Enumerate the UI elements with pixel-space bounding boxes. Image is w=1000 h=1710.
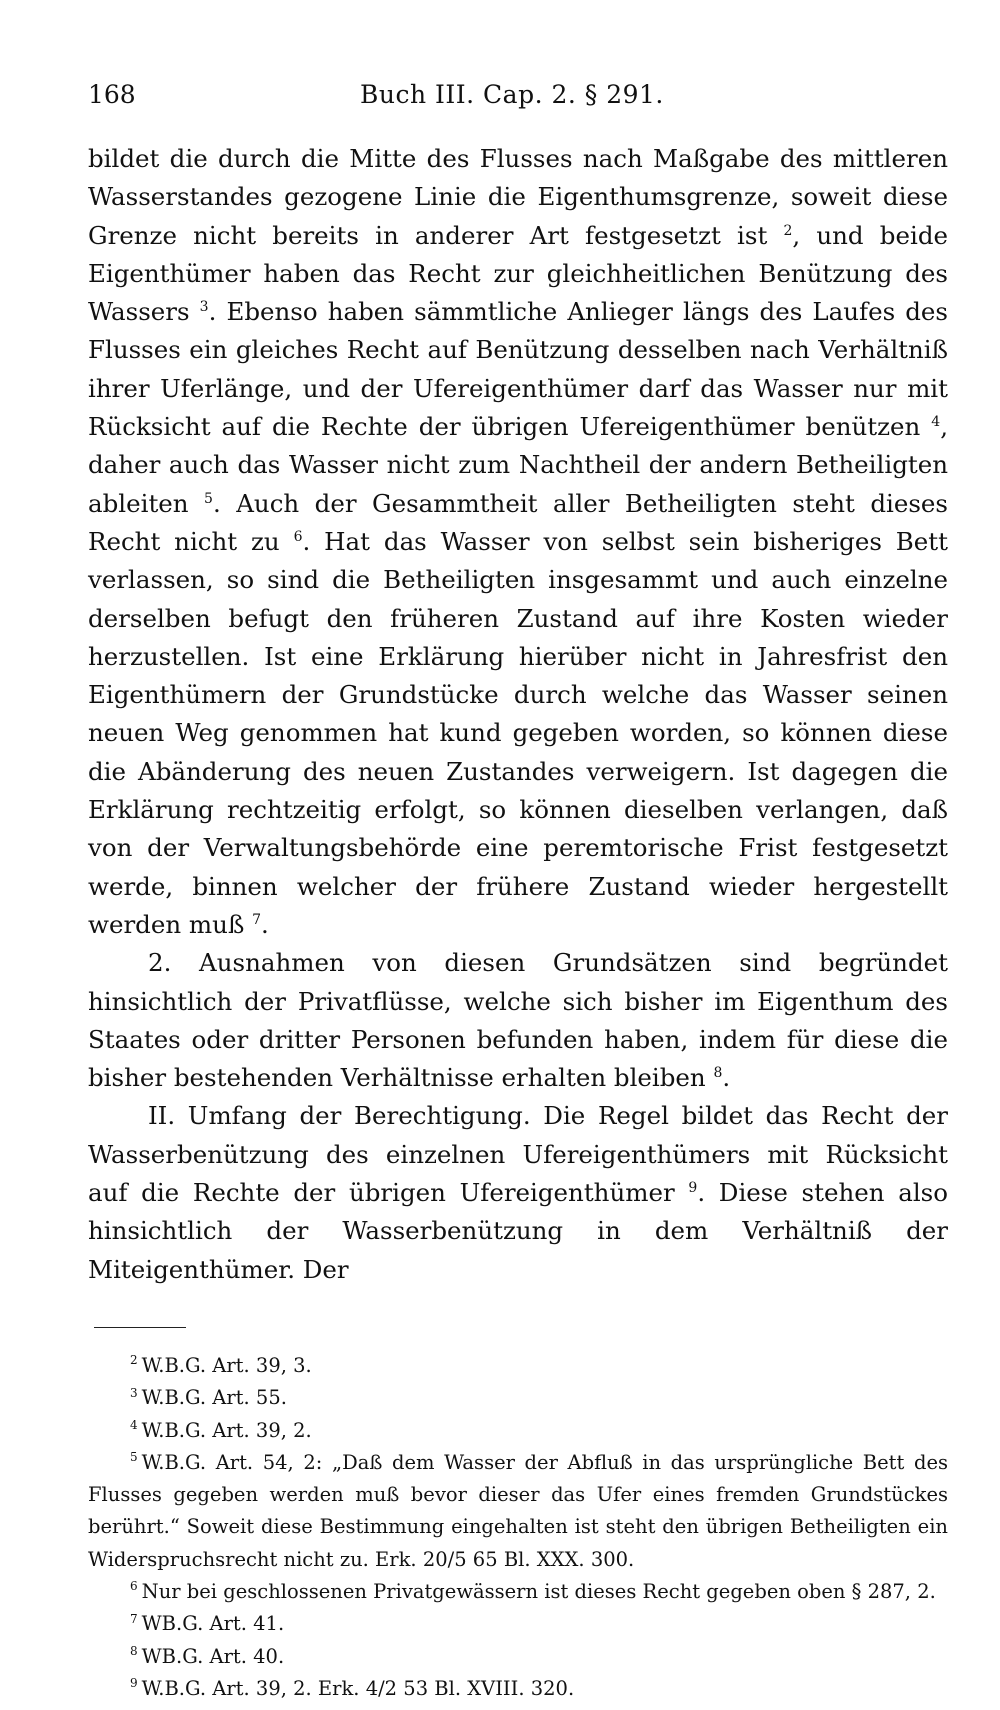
- footnote-reference[interactable]: 4: [931, 413, 941, 430]
- footnote-text: W.B.G. Art. 39, 2.: [141, 1418, 312, 1442]
- page-number: 168: [88, 80, 136, 109]
- footnote-text: WB.G. Art. 41.: [141, 1612, 285, 1636]
- footnote-text: W.B.G. Art. 55.: [141, 1386, 287, 1410]
- paragraph-text: bildet die durch die Mitte des Flusses nach Maßgabe des mittleren Wasserstandes gezogene Linie die Eigenthumsgrenze, soweit diese Grenze nicht bereits in anderer Art festgesetzt ist: [88, 144, 948, 250]
- footnote-reference[interactable]: 5: [204, 490, 213, 507]
- book-page: [88, 80, 948, 1705]
- footnote: [88, 1673, 948, 1705]
- paragraph-text: . Hat das Wasser von selbst sein bisheriges Bett verlassen, so sind die Betheiligten insgesammt und auch einzelne derselben befugt den früheren Zustand auf ihre Kosten wieder herzustellen. Ist eine Erklärung hierüber nicht in Jahresfrist den Eigenthümern der Grundstücke durch welche das Wasser seinen neuen Weg genommen hat kund gegeben worden, so können diese die Abänderung des neuen Zustandes verweigern. Ist dagegen die Erklärung rechtzeitig erfolgt, so können dieselben verlangen, daß von der Verwaltungsbehörde eine peremtorische Frist festgesetzt werde, binnen welcher der frühere Zustand wieder hergestellt werden muß: [88, 526, 948, 939]
- footnote: [88, 1415, 948, 1447]
- footnote-mark: 3: [130, 1385, 138, 1400]
- footnote: [88, 1641, 948, 1673]
- footnote-mark: 2: [130, 1353, 138, 1368]
- body-paragraph: [88, 944, 948, 1097]
- footnote-text: W.B.G. Art. 39, 3.: [141, 1353, 312, 1377]
- footnote-reference[interactable]: 9: [688, 1179, 698, 1196]
- footnote-text: Nur bei geschlossenen Privatgewässern ist dieses Recht gegeben oben § 287, 2.: [141, 1579, 936, 1603]
- footnote-text: WB.G. Art. 40.: [141, 1644, 285, 1668]
- footnote-text: W.B.G. Art. 39, 2. Erk. 4/2 53 Bl. XVIII. 320.: [141, 1676, 575, 1700]
- footnote-mark: 8: [130, 1644, 138, 1659]
- paragraph-text: . Diese stehen also hinsichtlich der Wasserbenützung in dem Verhältniß der Miteigenthümer. Der: [88, 1178, 948, 1284]
- footnote-text: W.B.G. Art. 54, 2: „Daß dem Wasser der Abfluß in das ursprüngliche Bett des Flusses gegeben werden muß bevor dieser das Ufer eines fremden Grundstückes berührt.“ Soweit diese Bestimmung eingehalten ist steht den übrigen Betheiligten ein Widerspruchsrecht nicht zu. Erk. 20/5 65 Bl. XXX. 300.: [88, 1450, 948, 1571]
- footnote-mark: 9: [130, 1676, 138, 1691]
- footnote-reference[interactable]: 2: [783, 222, 793, 239]
- paragraph-text: .: [261, 909, 269, 939]
- paragraph-text: II. Umfang der Berechtigung. Die Regel bildet das Recht der Wasserbenützung des einzelnen Ufereigenthümers mit Rücksicht auf die Rechte der übrigen Ufereigenthümer: [88, 1101, 948, 1208]
- footnote: [88, 1382, 948, 1414]
- footnote-mark: 7: [130, 1611, 138, 1626]
- footnote-reference[interactable]: 7: [252, 911, 262, 928]
- footnote-mark: 6: [130, 1579, 138, 1594]
- footnote-mark: 5: [130, 1450, 138, 1465]
- paragraph-text: , daher auch das Wasser nicht zum Nachtheil der andern Betheiligten ableiten: [88, 412, 948, 518]
- footnote-reference[interactable]: 3: [199, 299, 209, 316]
- footnote: [88, 1447, 948, 1576]
- footnote-reference[interactable]: 6: [293, 528, 303, 545]
- footnote-divider: [94, 1327, 186, 1328]
- footnote-mark: 4: [130, 1418, 138, 1432]
- footnote: [88, 1350, 948, 1382]
- body-paragraph: [88, 1097, 948, 1288]
- body-paragraph: [88, 140, 948, 944]
- footnotes: [88, 1350, 948, 1705]
- running-title: Buch III. Cap. 2. § 291.: [360, 80, 664, 109]
- running-head: [88, 80, 948, 140]
- footnote: [88, 1576, 948, 1608]
- paragraph-text: 2. Ausnahmen von diesen Grundsätzen sind begründet hinsichtlich der Privatflüsse, welche sich bisher im Eigenthum des Staates oder dritter Personen befunden haben, indem für diese die bisher bestehenden Verhältnisse erhalten bleiben: [88, 948, 948, 1093]
- footnote: [88, 1608, 948, 1640]
- footnote-reference[interactable]: 8: [713, 1064, 723, 1081]
- paragraph-text: , und beide Eigenthümer haben das Recht zur gleichheitlichen Benützung des Wassers: [88, 220, 948, 327]
- paragraph-text: . Auch der Gesammtheit aller Betheiligten steht dieses Recht nicht zu: [88, 488, 948, 556]
- body-text: [88, 140, 948, 1289]
- paragraph-text: .: [722, 1063, 731, 1093]
- paragraph-text: . Ebenso haben sämmtliche Anlieger längs des Laufes des Flusses ein gleiches Recht auf Benützung desselben nach Verhältniß ihrer Uferlänge, und der Ufereigenthümer darf das Wasser nur mit Rücksicht auf die Rechte der übrigen Ufereigenthümer benützen: [88, 297, 948, 442]
